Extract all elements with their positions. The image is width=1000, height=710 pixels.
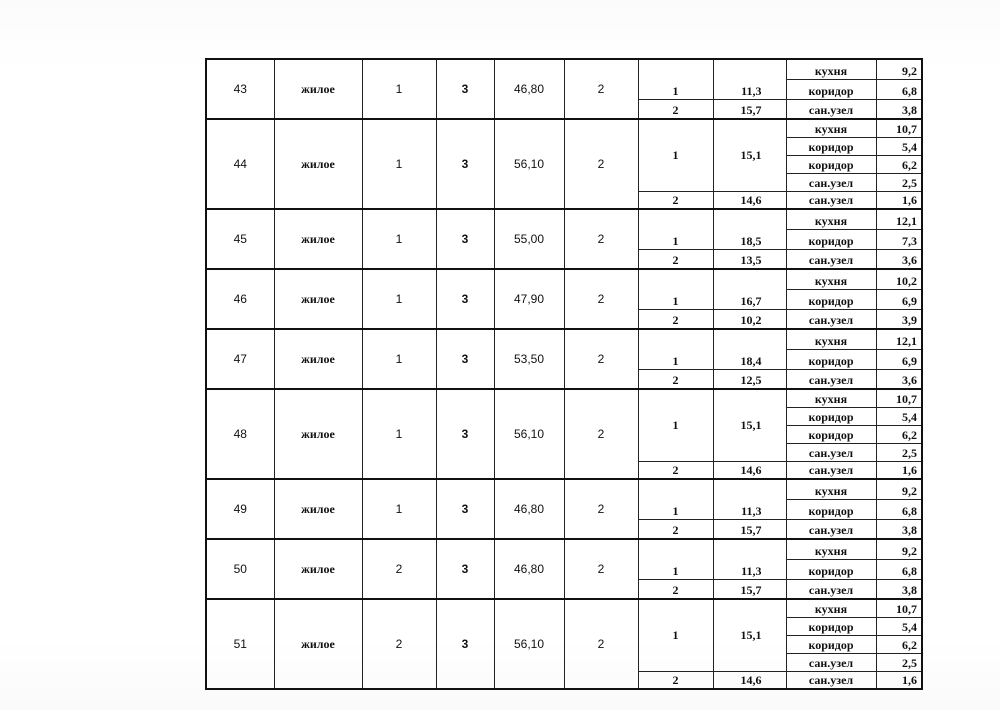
auxiliary-room-area: 6,9 [876,289,922,309]
auxiliary-room-area: 5,4 [876,137,922,155]
apartment-number: 44 [206,119,274,209]
auxiliary-room-name: кухня [786,539,876,559]
apartment-number: 51 [206,599,274,689]
auxiliary-room-area: 1,6 [876,191,922,209]
auxiliary-room-name: сан.узел [786,173,876,191]
auxiliary-room-name: коридор [786,559,876,579]
living-room-area: 16,7 [713,269,786,309]
auxiliary-room-name: сан.узел [786,519,876,539]
total-area: 56,10 [494,119,564,209]
living-room-count: 2 [564,599,638,689]
apartment-table-body [206,59,922,689]
auxiliary-room-area: 3,8 [876,99,922,119]
auxiliary-room-area: 12,1 [876,329,922,349]
auxiliary-room-area: 9,2 [876,479,922,499]
apartment-table [205,58,923,690]
auxiliary-room-name: сан.узел [786,99,876,119]
auxiliary-room-name: коридор [786,617,876,635]
auxiliary-room-name: сан.узел [786,579,876,599]
living-room-area: 15,7 [713,579,786,599]
auxiliary-room-name: сан.узел [786,443,876,461]
total-area: 56,10 [494,599,564,689]
floor: 1 [362,389,436,479]
auxiliary-room-area: 6,2 [876,425,922,443]
living-room-area: 15,1 [713,119,786,191]
auxiliary-room-area: 10,2 [876,269,922,289]
living-room-count: 2 [564,119,638,209]
living-room-area: 14,6 [713,461,786,479]
auxiliary-room-area: 3,8 [876,579,922,599]
apartment-number: 43 [206,59,274,119]
living-room-number: 2 [638,579,713,599]
premise-type: жилое [274,209,362,269]
room-count: 3 [436,59,494,119]
floor: 1 [362,59,436,119]
living-room-area: 14,6 [713,191,786,209]
apartment-number: 47 [206,329,274,389]
auxiliary-room-area: 3,8 [876,519,922,539]
floor: 1 [362,269,436,329]
living-room-number: 1 [638,539,713,579]
auxiliary-room-area: 7,3 [876,229,922,249]
auxiliary-room-name: кухня [786,119,876,137]
auxiliary-room-area: 6,8 [876,79,922,99]
auxiliary-room-area: 3,6 [876,369,922,389]
auxiliary-room-area: 2,5 [876,443,922,461]
auxiliary-room-area: 6,9 [876,349,922,369]
premise-type: жилое [274,479,362,539]
auxiliary-room-name: коридор [786,79,876,99]
table-row [206,119,922,137]
auxiliary-room-area: 10,7 [876,389,922,407]
auxiliary-room-area: 9,2 [876,539,922,559]
room-count: 3 [436,209,494,269]
auxiliary-room-name: кухня [786,479,876,499]
room-count: 3 [436,329,494,389]
table-row [206,269,922,289]
floor: 1 [362,209,436,269]
auxiliary-room-name: кухня [786,59,876,79]
living-room-number: 1 [638,389,713,461]
auxiliary-room-name: кухня [786,329,876,349]
living-room-count: 2 [564,479,638,539]
table-row [206,479,922,499]
auxiliary-room-name: коридор [786,407,876,425]
living-room-number: 1 [638,209,713,249]
table-row [206,209,922,229]
living-room-area: 10,2 [713,309,786,329]
apartment-number: 50 [206,539,274,599]
living-room-area: 11,3 [713,539,786,579]
auxiliary-room-area: 1,6 [876,671,922,689]
total-area: 47,90 [494,269,564,329]
living-room-number: 2 [638,249,713,269]
living-room-area: 18,4 [713,329,786,369]
auxiliary-room-area: 10,7 [876,599,922,617]
living-room-count: 2 [564,269,638,329]
floor: 1 [362,479,436,539]
living-room-number: 1 [638,329,713,369]
floor: 2 [362,599,436,689]
apartment-number: 46 [206,269,274,329]
auxiliary-room-name: коридор [786,137,876,155]
living-room-count: 2 [564,389,638,479]
room-count: 3 [436,539,494,599]
living-room-area: 14,6 [713,671,786,689]
premise-type: жилое [274,599,362,689]
auxiliary-room-area: 6,8 [876,499,922,519]
living-room-count: 2 [564,539,638,599]
total-area: 53,50 [494,329,564,389]
living-room-number: 2 [638,519,713,539]
table-row [206,389,922,407]
room-count: 3 [436,599,494,689]
living-room-number: 1 [638,269,713,309]
auxiliary-room-name: сан.узел [786,309,876,329]
room-count: 3 [436,389,494,479]
living-room-number: 1 [638,479,713,519]
room-count: 3 [436,269,494,329]
living-room-area: 13,5 [713,249,786,269]
living-room-number: 2 [638,309,713,329]
auxiliary-room-name: сан.узел [786,249,876,269]
apartment-number: 45 [206,209,274,269]
total-area: 55,00 [494,209,564,269]
living-room-count: 2 [564,59,638,119]
apartment-number: 48 [206,389,274,479]
living-room-number: 1 [638,59,713,99]
auxiliary-room-name: коридор [786,425,876,443]
room-count: 3 [436,119,494,209]
premise-type: жилое [274,269,362,329]
living-room-number: 2 [638,671,713,689]
living-room-number: 2 [638,369,713,389]
auxiliary-room-area: 2,5 [876,173,922,191]
living-room-count: 2 [564,329,638,389]
auxiliary-room-name: сан.узел [786,369,876,389]
living-room-number: 1 [638,599,713,671]
auxiliary-room-area: 6,8 [876,559,922,579]
living-room-area: 15,7 [713,99,786,119]
living-room-area: 11,3 [713,479,786,519]
auxiliary-room-name: коридор [786,155,876,173]
table-row [206,59,922,79]
auxiliary-room-name: сан.узел [786,461,876,479]
living-room-count: 2 [564,209,638,269]
auxiliary-room-area: 12,1 [876,209,922,229]
apartment-number: 49 [206,479,274,539]
auxiliary-room-area: 9,2 [876,59,922,79]
living-room-number: 2 [638,461,713,479]
living-room-area: 12,5 [713,369,786,389]
floor: 1 [362,329,436,389]
auxiliary-room-area: 2,5 [876,653,922,671]
living-room-area: 18,5 [713,209,786,249]
premise-type: жилое [274,329,362,389]
auxiliary-room-area: 10,7 [876,119,922,137]
room-count: 3 [436,479,494,539]
premise-type: жилое [274,59,362,119]
auxiliary-room-area: 5,4 [876,617,922,635]
premise-type: жилое [274,119,362,209]
living-room-area: 15,7 [713,519,786,539]
living-room-number: 2 [638,99,713,119]
auxiliary-room-name: сан.узел [786,653,876,671]
floor: 2 [362,539,436,599]
auxiliary-room-area: 3,6 [876,249,922,269]
floor: 1 [362,119,436,209]
auxiliary-room-area: 3,9 [876,309,922,329]
table-row [206,599,922,617]
auxiliary-room-name: сан.узел [786,671,876,689]
table-row [206,539,922,559]
auxiliary-room-name: кухня [786,599,876,617]
auxiliary-room-name: коридор [786,499,876,519]
living-room-area: 15,1 [713,389,786,461]
auxiliary-room-name: коридор [786,635,876,653]
auxiliary-room-area: 1,6 [876,461,922,479]
auxiliary-room-area: 5,4 [876,407,922,425]
living-room-area: 11,3 [713,59,786,99]
auxiliary-room-name: кухня [786,269,876,289]
auxiliary-room-name: коридор [786,229,876,249]
auxiliary-room-area: 6,2 [876,155,922,173]
living-room-number: 1 [638,119,713,191]
table-row [206,329,922,349]
total-area: 46,80 [494,479,564,539]
total-area: 46,80 [494,539,564,599]
auxiliary-room-name: кухня [786,209,876,229]
premise-type: жилое [274,389,362,479]
total-area: 56,10 [494,389,564,479]
auxiliary-room-name: кухня [786,389,876,407]
auxiliary-room-name: сан.узел [786,191,876,209]
auxiliary-room-name: коридор [786,349,876,369]
living-room-area: 15,1 [713,599,786,671]
auxiliary-room-name: коридор [786,289,876,309]
living-room-number: 2 [638,191,713,209]
total-area: 46,80 [494,59,564,119]
premise-type: жилое [274,539,362,599]
auxiliary-room-area: 6,2 [876,635,922,653]
